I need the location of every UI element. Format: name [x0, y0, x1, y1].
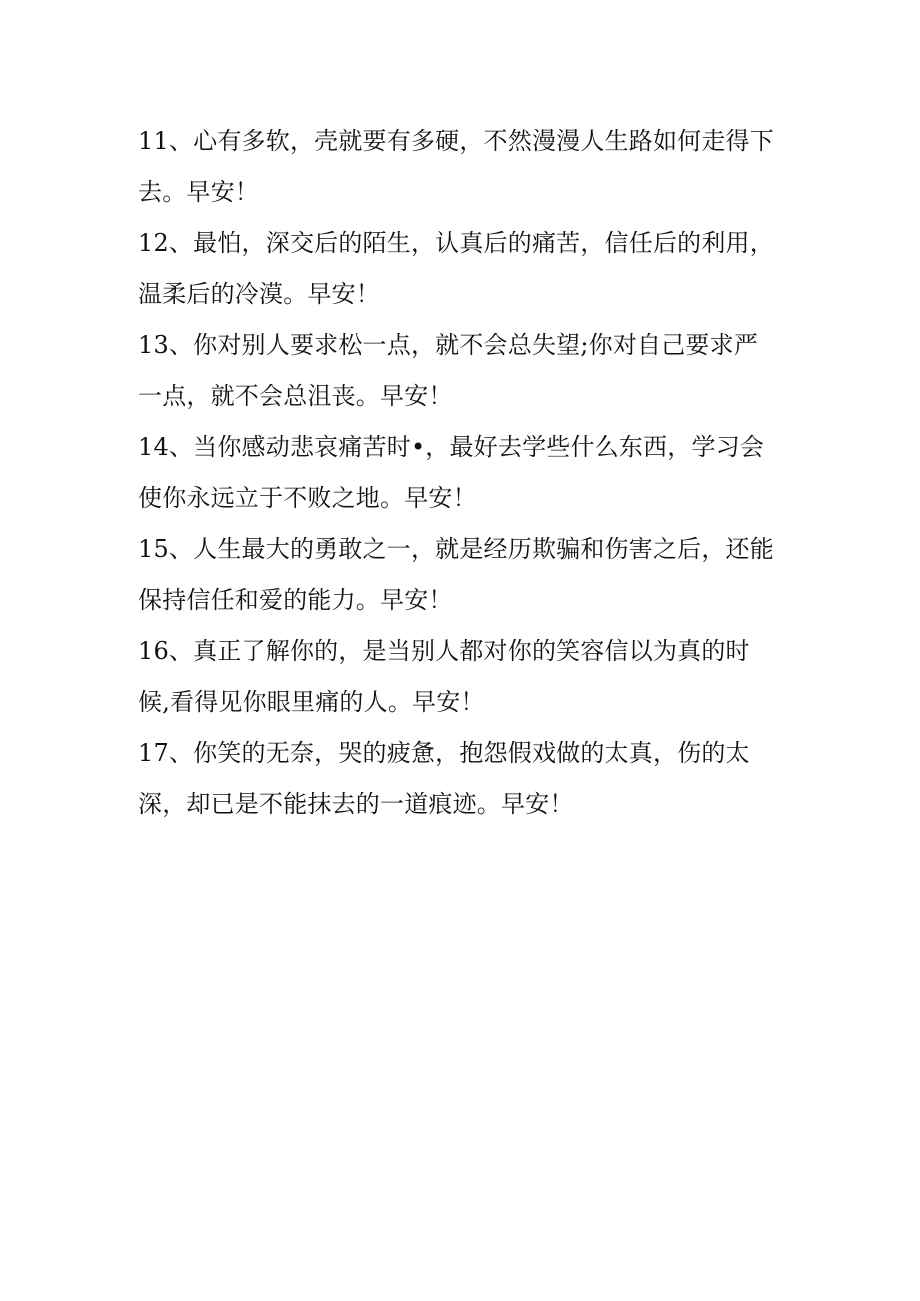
paragraph-line: 深，却已是不能抹去的一道痕迹。早安！ — [138, 790, 574, 818]
paragraph-14 — [138, 422, 788, 524]
paragraph-line: 15、人生最大的勇敢之一，就是经历欺骗和伤害之后，还能 — [138, 535, 774, 563]
paragraph-line: 11、心有多软，壳就要有多硬，不然漫漫人生路如何走得下 — [138, 127, 774, 155]
paragraph-line: 14、当你感动悲哀痛苦时•，最好去学些什么东西，学习会 — [138, 433, 765, 461]
paragraph-line: 保持信任和爱的能力。早安！ — [138, 586, 453, 614]
paragraph-17 — [138, 728, 788, 830]
paragraph-16 — [138, 626, 788, 728]
paragraph-line: 候,看得见你眼里痛的人。早安！ — [138, 688, 485, 716]
document-body — [138, 116, 788, 830]
paragraph-line: 16、真正了解你的，是当别人都对你的笑容信以为真的时 — [138, 637, 750, 665]
paragraph-line: 使你永远立于不败之地。早安！ — [138, 484, 477, 512]
paragraph-line: 温柔后的冷漠。早安！ — [138, 280, 380, 308]
paragraph-line: 去。早安！ — [138, 178, 259, 206]
paragraph-11 — [138, 116, 788, 218]
paragraph-line: 13、你对别人要求松一点，就不会总失望;你对自己要求严 — [138, 331, 759, 359]
paragraph-line: 17、你笑的无奈，哭的疲惫，抱怨假戏做的太真，伤的太 — [138, 739, 750, 767]
paragraph-13 — [138, 320, 788, 422]
paragraph-12 — [138, 218, 788, 320]
paragraph-line: 12、最怕，深交后的陌生，认真后的痛苦，信任后的利用， — [138, 229, 774, 257]
paragraph-line: 一点，就不会总沮丧。早安！ — [138, 382, 453, 410]
paragraph-15 — [138, 524, 788, 626]
